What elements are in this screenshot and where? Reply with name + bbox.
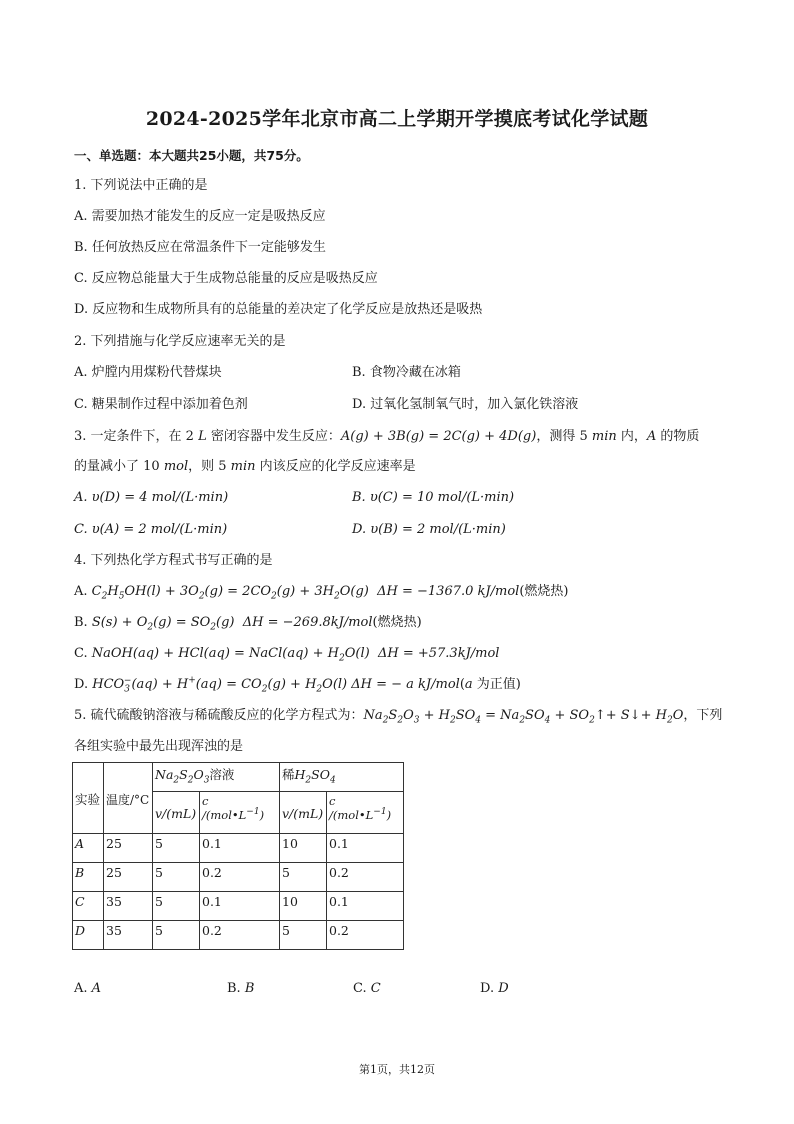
q4-d-note-var: a [464, 677, 473, 692]
table-cell: 0.2 [327, 921, 404, 950]
q4-b-label: B. [74, 615, 92, 630]
q2-option-c: C. 糖果制作过程中添加着色剂 [74, 397, 248, 412]
table-cell: 25 [104, 863, 153, 892]
table-cell: 5 [280, 863, 327, 892]
q1-option-b: B. 任何放热反应在常温条件下一定能够发生 [74, 240, 326, 255]
q5-choice-b: B. B [227, 981, 255, 996]
header-volume: v/(mL) [280, 792, 327, 834]
header-sodium-thiosulfate: $Na_2S_2O_3$溶液 [153, 763, 280, 792]
q3-var-a: A [646, 429, 657, 444]
table-cell: B [73, 863, 104, 892]
q3-text: 内， [616, 429, 647, 444]
header-concentration: c $/(mol•L^{-1})$ [200, 792, 280, 834]
q4-b-note: (燃烧热) [372, 615, 422, 630]
page-title: 2024-2025学年北京市高二上学期开学摸底考试化学试题 [145, 108, 649, 130]
q5-choice-a: A. A [74, 981, 102, 996]
q5-stem-line1 [74, 707, 722, 725]
q3-text: 内该反应的化学反应速率是 [255, 459, 416, 474]
header-dilute-sulfuric-acid: 稀$H_2SO_4$ [280, 763, 404, 792]
table-cell: D [73, 921, 104, 950]
q1-stem: 1. 下列说法中正确的是 [74, 178, 208, 193]
table-cell: 0.1 [200, 892, 280, 921]
table-cell: 35 [104, 921, 153, 950]
q3-text: ，则 5 [188, 459, 231, 474]
section-heading: 一、单选题：本大题共25小题，共75分。 [74, 148, 309, 163]
header-experiment: 实验 [73, 763, 104, 834]
q2-option-b: B. 食物冷藏在冰箱 [352, 365, 461, 380]
q4-d-note: 为正值) [472, 677, 521, 692]
table-cell: 0.2 [200, 921, 280, 950]
experiment-table [72, 762, 404, 950]
q3-text: 密闭容器中发生反应： [206, 429, 341, 444]
q3-unit-liter: L [198, 429, 207, 444]
q4-option-d [74, 676, 521, 694]
q4-stem: 4. 下列热化学方程式书写正确的是 [74, 553, 273, 568]
table-cell: 5 [153, 834, 200, 863]
q4-option-c [74, 645, 499, 663]
table-cell: 5 [153, 921, 200, 950]
q4-b-equation: $S(s) + O_2(g) = SO_2(g)$ [91, 615, 243, 633]
table-row [73, 863, 404, 892]
q4-c-enthalpy: ΔH = +57.3kJ/mol [377, 646, 500, 661]
header-concentration: c $/(mol•L^{-1})$ [327, 792, 404, 834]
q4-option-b [74, 614, 422, 632]
table-cell: 0.2 [200, 863, 280, 892]
q4-d-equation: $HCO_3^-(aq) + H^+(aq) = CO_2(g) + H_2O(l)$ [92, 675, 352, 695]
table-body [73, 834, 404, 950]
table-cell: 0.1 [200, 834, 280, 863]
q2-stem: 2. 下列措施与化学反应速率无关的是 [74, 334, 286, 349]
q3-option-b: B. υ(C) = 10 mol/(L·min) [352, 490, 515, 505]
header-temperature: 温度/°C [104, 763, 153, 834]
q3-reaction-equation: A(g) + 3B(g) = 2C(g) + 4D(g) [340, 429, 537, 444]
q3-text: ，测得 5 [536, 429, 592, 444]
q4-option-a [74, 583, 568, 601]
q2-option-d: D. 过氧化氢制氧气时，加入氯化铁溶液 [352, 397, 579, 412]
table-row [73, 921, 404, 950]
q3-unit-min: min [591, 429, 617, 444]
q5-stem-line2: 各组实验中最先出现浑浊的是 [74, 739, 244, 754]
table-cell: C [73, 892, 104, 921]
q5-reaction-equation: $Na_2S_2O_3 + H_2SO_4 = Na_2SO_4$ + $SO_2↑+$ S↓+ $H_2O$ [363, 708, 684, 726]
q1-option-c: C. 反应物总能量大于生成物总能量的反应是吸热反应 [74, 271, 378, 286]
table-cell: 25 [104, 834, 153, 863]
q4-a-equation: $C_2H_5OH(l) + 3O_2(g) = 2CO_2(g) + 3H_2O(g)$ [91, 584, 378, 602]
table-header-row [73, 763, 404, 792]
table-cell: 5 [153, 892, 200, 921]
q5-choice-d: D. D [480, 981, 509, 996]
table-cell: 0.1 [327, 892, 404, 921]
q3-unit-mol: mol [163, 459, 189, 474]
q4-d-enthalpy: ΔH = − a kJ/mol [351, 677, 460, 692]
table-cell: 35 [104, 892, 153, 921]
q1-option-a: A. 需要加热才能发生的反应一定是吸热反应 [74, 209, 326, 224]
header-volume: v/(mL) [153, 792, 200, 834]
q4-a-label: A. [74, 584, 92, 599]
page-footer: 第1页，共12页 [359, 1063, 435, 1076]
q3-option-a: A. υ(D) = 4 mol/(L·min) [74, 490, 229, 505]
table-cell: 10 [280, 892, 327, 921]
q3-text: 的物质 [656, 429, 700, 444]
q3-text: 的量减小了 10 [74, 459, 164, 474]
q2-option-a: A. 炉膛内用煤粉代替煤块 [74, 365, 222, 380]
table-cell: 5 [153, 863, 200, 892]
q3-option-d: D. υ(B) = 2 mol/(L·min) [352, 522, 506, 537]
q4-d-label: D. [74, 677, 93, 692]
q3-stem-line2 [74, 458, 416, 476]
table-cell: A [73, 834, 104, 863]
table-row [73, 834, 404, 863]
q4-d-note: ( [459, 677, 465, 692]
q4-a-enthalpy: ΔH = −1367.0 kJ/mol [377, 584, 520, 599]
q3-unit-min: min [230, 459, 256, 474]
q3-stem-line1 [74, 428, 699, 446]
q5-text: 5. 硫代硫酸钠溶液与稀硫酸反应的化学方程式为： [74, 708, 364, 723]
q5-text: ，下列 [683, 708, 723, 723]
table-cell: 0.2 [327, 863, 404, 892]
table-cell: 5 [280, 921, 327, 950]
table-cell: 0.1 [327, 834, 404, 863]
q4-a-note: (燃烧热) [519, 584, 569, 599]
q4-c-label: C. [74, 646, 92, 661]
table-cell: 10 [280, 834, 327, 863]
q1-option-d: D. 反应物和生成物所具有的总能量的差决定了化学反应是放热还是吸热 [74, 302, 483, 317]
q4-c-equation: NaOH(aq) + HCl(aq) = NaCl(aq) + $H_2O(l)$ [91, 646, 378, 664]
table-row [73, 892, 404, 921]
q3-text: 3. 一定条件下，在 2 [74, 429, 199, 444]
q4-b-enthalpy: ΔH = −269.8kJ/mol [242, 615, 373, 630]
q3-option-c: C. υ(A) = 2 mol/(L·min) [74, 522, 228, 537]
q5-choice-c: C. C [353, 981, 381, 996]
